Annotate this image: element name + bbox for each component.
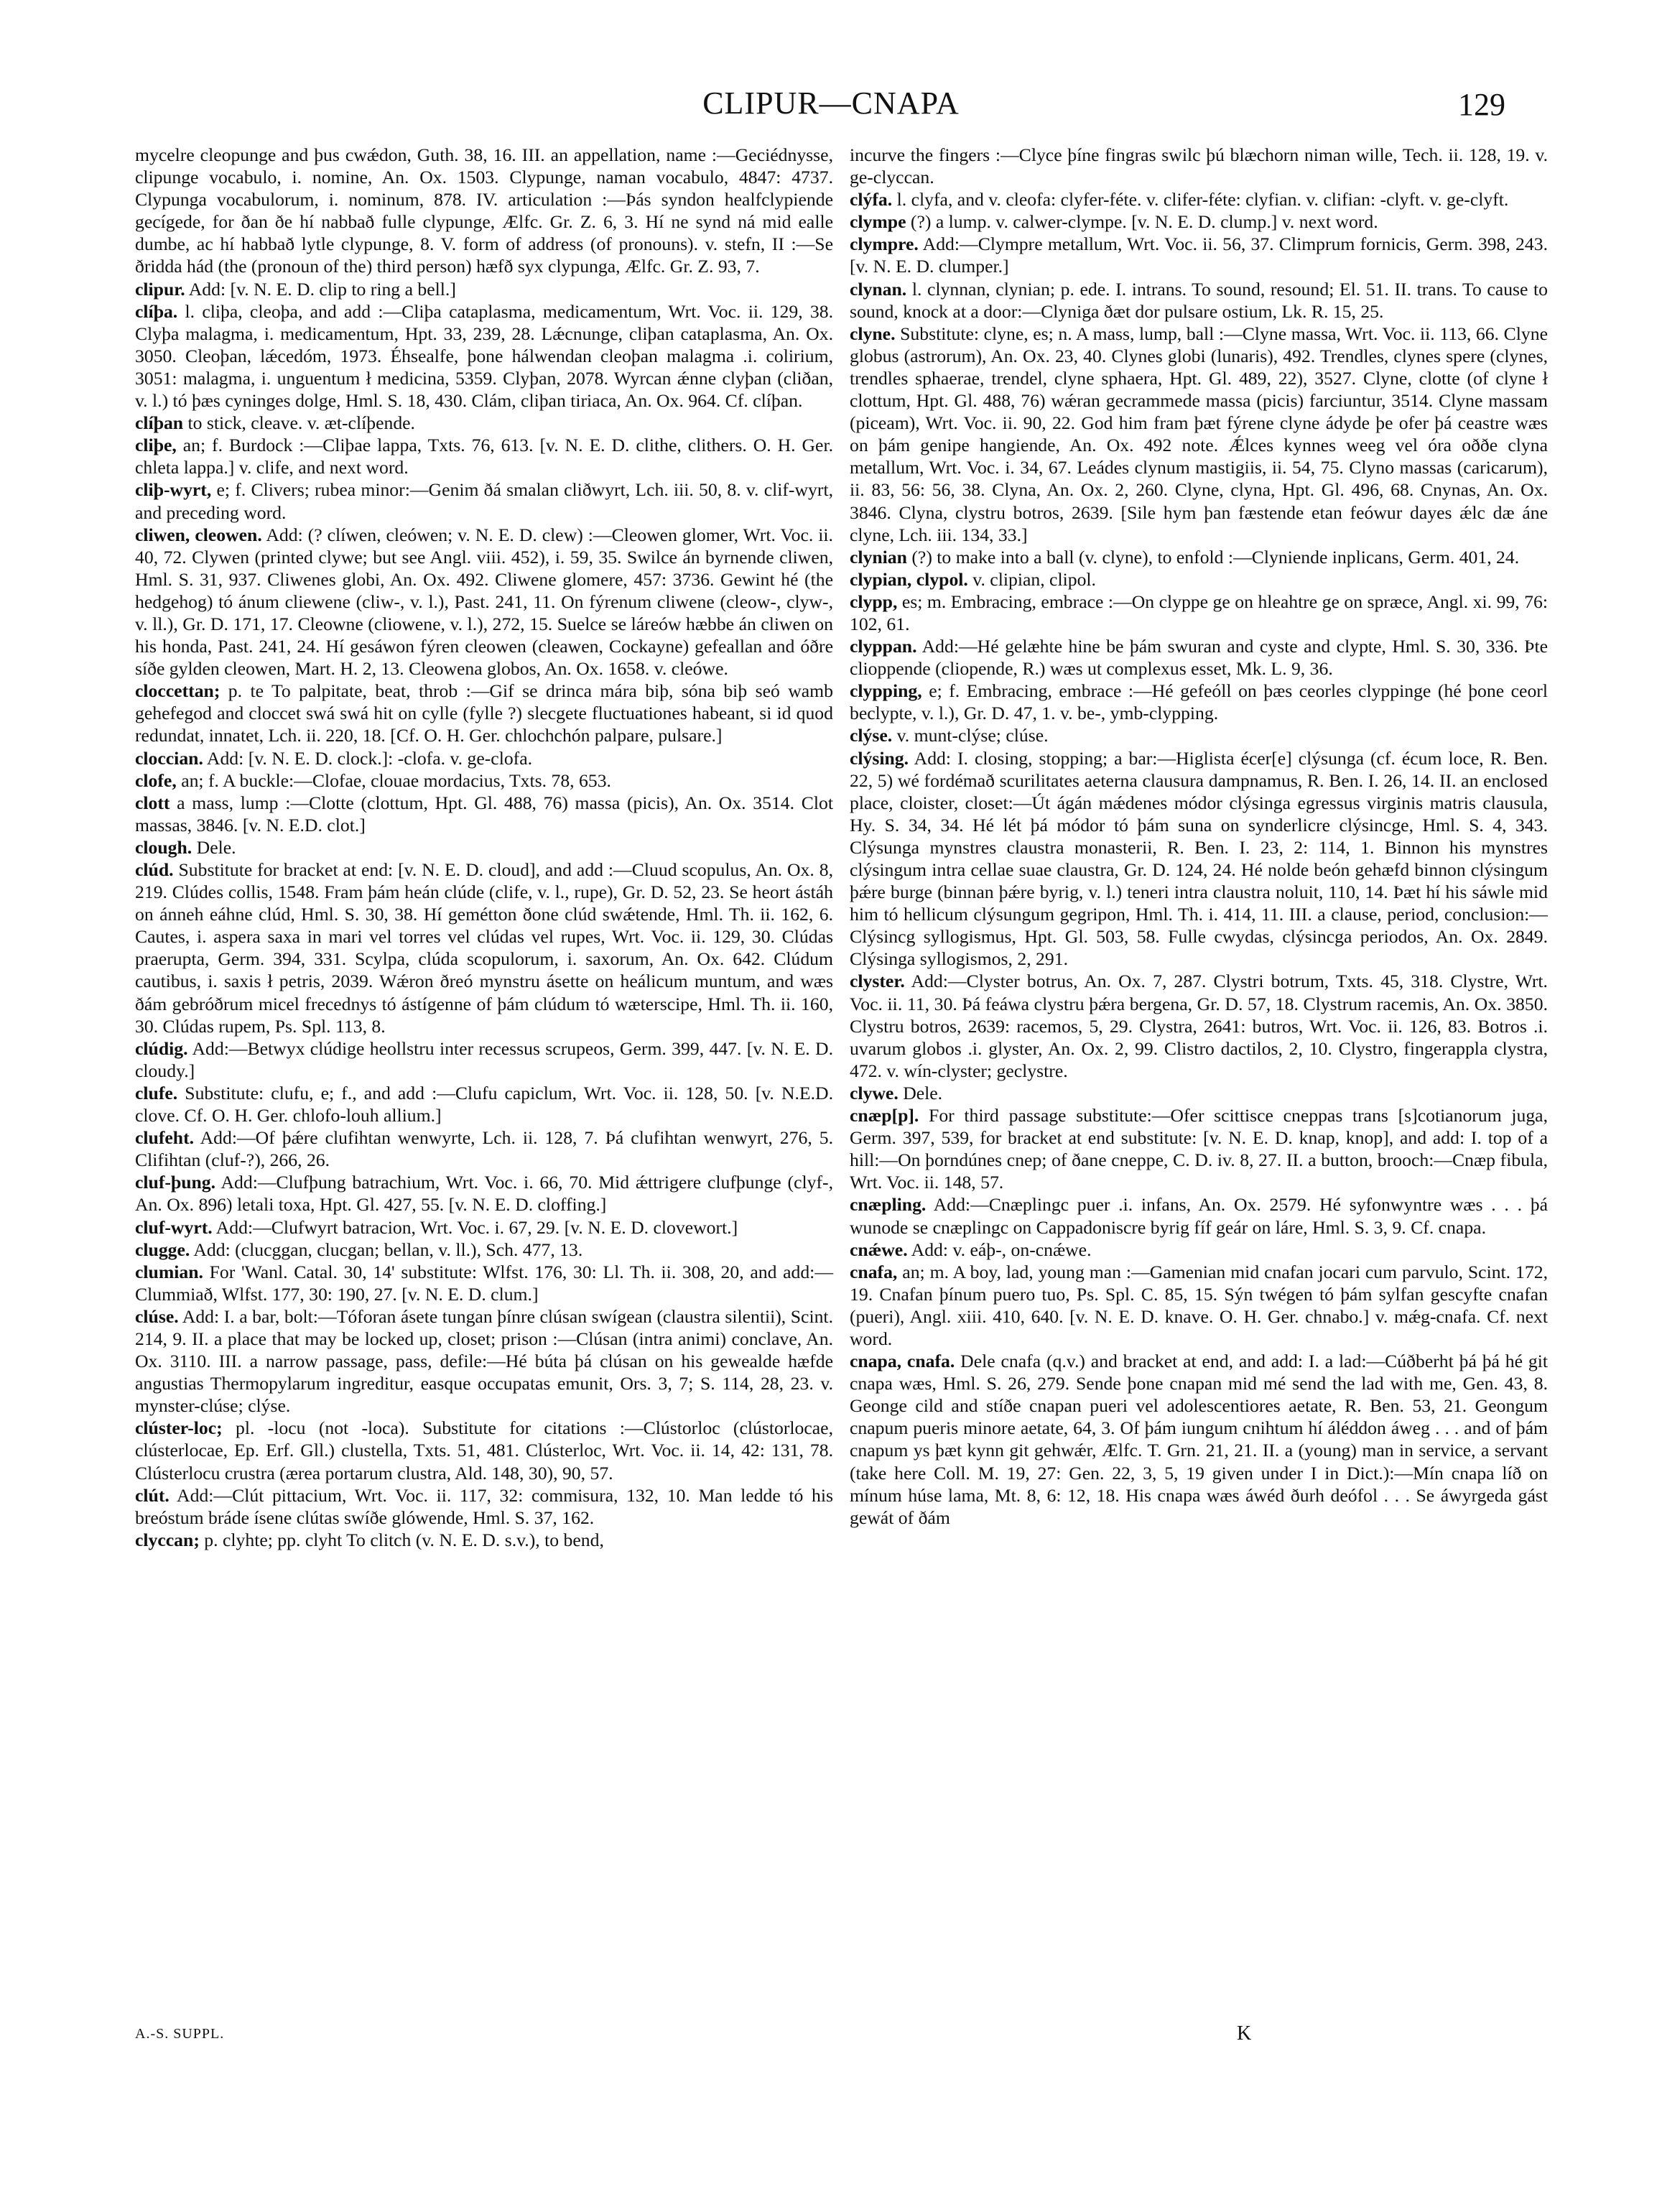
entry-text: l. clyfa, and v. cleofa: clyfer-féte. v. clifer-féte: clyfian. v. clifian: -clyft. v. ge-clyft. bbox=[896, 189, 1509, 210]
dictionary-entry bbox=[135, 1529, 833, 1551]
dictionary-entry bbox=[135, 792, 833, 836]
entry-text: l. cliþa, cleoþa, and add :—Cliþa cataplasma, medicamentum, Wrt. Voc. ii. 129, 38. Clyþa malagma, i. medicamentum, Hpt. 33, 239, 28. Lǽcnunge, cliþan cataplasma, An. Ox. 3050. Cleoþan, lǽcedóm, 1973. Éhsealfe, þone hálwendan cleoþan malagma .i. colirium, 3051: malagma, i. unguentum ł medicina, 5359. Clyþan, 2078. Wyrcan ǽnne clyþan (cliðan, v. l.) tó þæs cyninges dolge, Hml. S. 18, 430. Clám, cliþan tiriaca, An. Ox. 964. Cf. clíþan. bbox=[135, 300, 833, 412]
dictionary-entry bbox=[135, 1171, 833, 1216]
dictionary-entry bbox=[850, 1350, 1548, 1529]
entry-headword: clýse. bbox=[850, 725, 893, 746]
entry-headword: clofe, bbox=[135, 769, 177, 791]
entry-headword: clúdig. bbox=[135, 1037, 188, 1059]
entry-text: Add:—Of þǽre clufihtan wenwyrte, Lch. ii. 128, 7. Þá clufihtan wenwyrt, 276, 5. Clifihtan (cluf-?), 266, 26. bbox=[135, 1127, 833, 1171]
entry-text: incurve the fingers :—Clyce þíne fingras swilc þú blæchorn niman wille, Tech. ii. 128, 19. v. ge-clyccan. bbox=[850, 144, 1548, 188]
entry-headword: cluf-wyrt. bbox=[135, 1216, 213, 1238]
entry-text: an; m. A boy, lad, young man :—Gamenian mid cnafan jocari cum parvulo, Scint. 172, 19. Cnafan þínum puero tuo, Ps. Spl. C. 85, 15. Sýn twégen tó þám sylfan gescyfte cnafan (pueri), Angl. xiii. 410, 640. [v. N. E. D. knave. O. H. Ger. chnabo.] v. mǽg-cnafa. Cf. next word. bbox=[850, 1261, 1548, 1349]
entry-text: Add: (? clíwen, cleówen; v. N. E. D. clew) :—Cleowen glomer, Wrt. Voc. ii. 40, 72. Clywen (printed clywe; but see Angl. viii. 452), i. 59, 35. Swilce án byrnende cliwen, Hml. S. 31, 937. Cliwenes globi, An. Ox. 492. Cliwene glomere, 457: 3736. Gewint hé (the hedgehog) tó ánum cliewene (cliw-, v. l.), Past. 241, 11. On fýrenum cliwene (cleow-, clyw-, v. ll.), Gr. D. 171, 17. Cleowne (cliowene, v. l.), 272, 15. Suelce se láreów hæbbe án cliwen on his honda, Past. 241, 24. Hí gesáwon fýren cleowen (cleawen, Cockayne) gefeallan and óðre síðe gylden cleowen, Mart. H. 2, 13. Cleowena globos, An. Ox. 1658. v. cleówe. bbox=[135, 524, 833, 680]
entry-text: to stick, cleave. v. æt-clíþende. bbox=[187, 412, 415, 434]
dictionary-entry bbox=[135, 747, 833, 769]
dictionary-entry bbox=[135, 1261, 833, 1305]
entry-text: an; f. Burdock :—Cliþae lappa, Txts. 76, 613. [v. N. E. D. clithe, clithers. O. H. Ger. chleta lappa.] v. clife, and next word. bbox=[135, 435, 834, 478]
entry-headword: clipur. bbox=[135, 278, 185, 300]
dictionary-entry bbox=[135, 1126, 833, 1171]
entry-headword: clott bbox=[135, 792, 170, 813]
dictionary-entry bbox=[850, 568, 1548, 591]
entry-headword: cluf-þung. bbox=[135, 1172, 216, 1193]
entry-headword: clypian, clypol. bbox=[850, 568, 968, 590]
entry-text: a mass, lump :—Clotte (clottum, Hpt. Gl. 488, 76) massa (picis), An. Ox. 3514. Clot massas, 3846. [v. N. E.D. clot.] bbox=[135, 792, 833, 836]
dictionary-entry bbox=[135, 1239, 833, 1261]
dictionary-entry bbox=[850, 278, 1548, 323]
entry-text: For third passage substitute:—Ofer scittisce cneppas trans [s]cotianorum juga, Germ. 397, 539, for bracket at end substitute: [v. N. E. D. knap, knop], and add: I. top of a hill:—On þorndúnes cnep; of ðane cneppe, C. D. iv. 8, 27. II. a button, brooch:—Cnæp fibula, Wrt. Voc. ii. 148, 57. bbox=[850, 1105, 1549, 1193]
entry-text: p. te To palpitate, beat, throb :—Gif se drinca mára biþ, sóna biþ seó wamb gehefegod and cloccet swá swá hit on cylle (fylle ?) slecgete fluctuationes habeant, si id quod redundat, innatet, Lch. ii. 220, 18. [Cf. O. H. Ger. chlochchón palpare, pulsare.] bbox=[135, 680, 833, 746]
entry-text: es; m. Embracing, embrace :—On clyppe ge on hleahtre ge on spræce, Angl. xi. 99, 76: 102, 61. bbox=[850, 591, 1549, 634]
entry-text: Add:—Clufwyrt batracion, Wrt. Voc. i. 67, 29. [v. N. E. D. clovewort.] bbox=[215, 1216, 738, 1238]
entry-headword: cliwen, cleowen. bbox=[135, 524, 262, 545]
entry-headword: clufe. bbox=[135, 1082, 178, 1103]
entry-headword: clywe. bbox=[850, 1082, 899, 1103]
entry-text: Add:—Cnæplingc puer .i. infans, An. Ox. 2579. Hé syfonwyntre wæs . . . þá wunode se cnæplingc on Cappadoniscre byrig fíf geár on láre, Hml. S. 3, 9. Cf. cnapa. bbox=[850, 1194, 1548, 1238]
entry-headword: clypp, bbox=[850, 591, 898, 612]
entry-text: Substitute: clyne, es; n. A mass, lump, ball :—Clyne massa, Wrt. Voc. ii. 113, 66. Clyne globus (astrorum), An. Ox. 23, 40. Clynes globi (lunaris), 492. Trendles, clynes spere (clynes, trendles sphaerae, trendel, clyne sphaera, Hpt. Gl. 489, 22), 3527. Clyne, clotte (of clyne ł clottum, Hpt. Gl. 488, 76) wǽran gecrammede massa (picis) farciuntur, 3514. Clyne massam (piceam), Wrt. Voc. ii. 90, 22. God him fram þæt fýrene clyne ádyde þe ofer þá ceastre wæs on þám genipe hangiende, An. Ox. 492 note. Ǽlces kynnes weeg vel óra oððe clyna metallum, Wrt. Voc. i. 34, 67. Leádes clynum mastigiis, ii. 54, 75. Clyno massas (caricarum), ii. 83, 56: 56, 38. Clyna, An. Ox. 2, 260. Clyne, clyna, Hpt. Gl. 496, 68. Cnynas, An. Ox. 3846. Clyna, clystru botros, 2639. [Sile hym þan fæstende etan feówur dayes ǽlc dæ áne clyne, Lch. iii. 134, 33.] bbox=[850, 323, 1549, 545]
entry-text: l. clynnan, clynian; p. ede. I. intrans. To sound, resound; El. 51. II. trans. To cause to sound, knock at a door:—Clyniga ðæt dor pulsare ostium, Lk. R. 15, 25. bbox=[850, 278, 1549, 322]
entry-headword: clíþan bbox=[135, 412, 184, 434]
entry-headword: cnapa, cnafa. bbox=[850, 1351, 955, 1372]
entry-text: Add:—Clympre metallum, Wrt. Voc. ii. 56, 37. Climprum fornicis, Germ. 398, 243. [v. N. E. D. clumper.] bbox=[850, 233, 1548, 277]
footer-signature: A.-S. SUPPL. bbox=[135, 2026, 225, 2042]
entry-headword: cloccian. bbox=[135, 747, 203, 769]
entry-headword: clympre. bbox=[850, 233, 919, 255]
entry-headword: cnæp[p]. bbox=[850, 1105, 919, 1126]
dictionary-entry bbox=[850, 323, 1548, 546]
dictionary-entry bbox=[850, 144, 1548, 188]
entry-headword: clyne. bbox=[850, 323, 896, 344]
entry-headword: cnǽwe. bbox=[850, 1239, 908, 1260]
entry-text: Add: v. eáþ-, on-cnǽwe. bbox=[911, 1239, 1092, 1260]
page-number: 129 bbox=[1458, 87, 1505, 122]
entry-text: p. clyhte; pp. clyht To clitch (v. N. E. D. s.v.), to bend, bbox=[204, 1529, 604, 1550]
running-title: CLIPUR—CNAPA bbox=[702, 85, 960, 121]
entry-text: pl. -locu (not -loca). Substitute for citations :—Clústorloc (clústorlocae, clústerlocae, Ep. Erf. Gll.) clustella, Txts. 51, 481. Clústerloc, Wrt. Voc. ii. 14, 42: 131, 78. Clústerlocu crustra (ærea portarum clustra, Ald. 148, 30), 90, 57. bbox=[135, 1417, 833, 1484]
entry-text: Substitute for bracket at end: [v. N. E. D. cloud], and add :—Cluud scopulus, An. Ox. 8, 219. Clúdes collis, 1548. Fram þám heán clúde (clife, v. l., rupe), Gr. D. 52, 23. Se heort ástáh on ánneh eáhne clúd, Hml. S. 30, 38. Hí gemétton ðone clúd swǽtende, Hml. Th. ii. 162, 6. Cautes, i. aspera saxa in mari vel torres vel clúdas vel rupes, Wrt. Voc. ii. 129, 30. Clúdas praerupta, Germ. 394, 331. Scylpa, clúda scopulorum, i. saxorum, An. Ox. 642. Clúdum cautibus, i. saxis ł petris, 2039. Wǽron ðreó mynstru ásette on heálicum muntum, and wæs ðám gebróðrum micel frecednys tó ástígenne of þám clúdum tó wæterscipe, Hml. Th. ii. 160, 30. Clúdas rupem, Ps. Spl. 113, 8. bbox=[135, 859, 833, 1037]
entry-text: Add:—Clyster botrus, An. Ox. 7, 287. Clystri botrum, Txts. 45, 318. Clystre, Wrt. Voc. ii. 11, 30. Þá feáwa clystru þǽra bergena, Gr. D. 57, 18. Clystrum racemis, An. Ox. 3850. Clystru botros, 2639: racemos, 5, 29. Clystra, 2641: butros, Wrt. Voc. ii. 126, 83. Botros .i. uvarum globos .i. glyster, An. Ox. 2, 99. Clistro dactilos, 2, 10. Clystro, fingerappla clystra, 472. v. wín-clyster; geclystre. bbox=[850, 971, 1548, 1081]
entry-headword: clypping, bbox=[850, 680, 922, 702]
entry-text: For 'Wanl. Catal. 30, 14' substitute: Wlfst. 176, 30: Ll. Th. ii. 308, 20, and add:—Clummiað, Wlfst. 177, 30: 190, 27. [v. N. E. D. clum.] bbox=[135, 1261, 834, 1305]
entry-text: Add: I. a bar, bolt:—Tóforan ásete tungan þínre clúsan swígean (claustra silentii), Scint. 214, 9. II. a place that may be locked up, closet; prison :—Clúsan (intra animi) conclave, An. Ox. 3110. III. a narrow passage, pass, defile:—Hé búta þá clúsan on his gewealde hæfde angustias Thermopylarum ingreditur, easque occupatas emunit, Ors. 3, 7; S. 114, 28, 23. v. mynster-clúse; clýse. bbox=[135, 1305, 833, 1417]
entry-headword: clynian bbox=[850, 546, 907, 568]
entry-headword: clíþa. bbox=[135, 300, 178, 322]
running-head bbox=[0, 85, 1662, 128]
dictionary-entry bbox=[850, 210, 1548, 233]
dictionary-entry bbox=[135, 1417, 833, 1484]
left-column bbox=[135, 144, 833, 1551]
dictionary-entry bbox=[850, 747, 1548, 971]
entry-text: Substitute: clufu, e; f., and add :—Clufu capiclum, Wrt. Voc. ii. 128, 50. [v. N.E.D. clove. Cf. O. H. Ger. chlofo-louh allium.] bbox=[135, 1082, 833, 1126]
dictionary-entry bbox=[850, 233, 1548, 277]
entry-headword: cloccettan; bbox=[135, 680, 220, 702]
entry-headword: clýfa. bbox=[850, 189, 893, 210]
entry-headword: cnæpling. bbox=[850, 1194, 927, 1216]
footer-signature-letter: K bbox=[1237, 2022, 1252, 2045]
dictionary-entry bbox=[850, 724, 1548, 746]
dictionary-entry bbox=[850, 1193, 1548, 1238]
entry-text: e; f. Clivers; rubea minor:—Genim ðá smalan cliðwyrt, Lch. iii. 50, 8. v. clif-wyrt, and preceding word. bbox=[135, 479, 833, 523]
entry-text: (?) to make into a ball (v. clyne), to enfold :—Clyniende inplicans, Germ. 401, 24. bbox=[911, 546, 1520, 568]
dictionary-entry bbox=[850, 970, 1548, 1081]
dictionary-entry bbox=[135, 144, 833, 278]
entry-text: e; f. Embracing, embrace :—Hé gefeóll on þæs ceorles clyppinge (hé þone ceorl beclypte, v. l.), Gr. D. 47, 1. v. be-, ymb-clypping. bbox=[850, 680, 1548, 724]
entry-headword: clúse. bbox=[135, 1305, 179, 1327]
entry-text: Add:—Betwyx clúdige heollstru inter recessus scrupeos, Germ. 399, 447. [v. N. E. D. cloudy.] bbox=[135, 1037, 833, 1081]
dictionary-entry bbox=[850, 680, 1548, 724]
dictionary-entry bbox=[135, 478, 833, 523]
entry-headword: clough. bbox=[135, 836, 192, 858]
entry-text: Add:—Hé gelæhte hine be þám swuran and cyste and clypte, Hml. S. 30, 336. Þte clioppende (cliopende, R.) wæs ut complexus esset, Mk. L. 9, 36. bbox=[850, 636, 1548, 680]
dictionary-entry bbox=[135, 524, 833, 680]
dictionary-entry bbox=[135, 1484, 833, 1529]
entry-text: Add: I. closing, stopping; a bar:—Higlista écer[e] clýsunga (cf. écum loce, R. Ben. 22, 5) wé fordémað scurilitates aeterna clausura dampnamus, R. Ben. I. 26, 14. II. an enclosed place, cloister, closet:—Út ágán mǽdenes módor clýsinga egressus virginis matris clausula, Hy. S. 34, 34. Hé lét þá módor tó þám suna on synderlicre clýsincge, Hml. S. 4, 343. Clýsunga mynstres claustra monasterii, R. Ben. I. 23, 2: 114, 1. Binnon his mynstres clýsingum intra cellae suae claustra, Gr. D. 124, 24. Hé nolde beón gehæfd binnon clýsingum þǽre burge (binnan þǽre byrig, v. l.) teneri intra claustra noluit, 110, 14. Þæt hí his sáwle mid him tó hellicum clýsungum gegripon, Hml. Th. i. 414, 11. III. a clause, period, conclusion:—Clýsincg syllogismus, Hpt. Gl. 503, 58. Fulle cwydas, clýsincga periodos, An. Ox. 2849. Clýsinga syllogismos, 2, 291. bbox=[850, 747, 1548, 970]
dictionary-entry bbox=[135, 300, 833, 412]
entry-headword: clugge. bbox=[135, 1239, 190, 1260]
entry-text: v. munt-clýse; clúse. bbox=[896, 725, 1049, 746]
entry-headword: cnafa, bbox=[850, 1261, 898, 1282]
entry-headword: clúd. bbox=[135, 859, 174, 880]
dictionary-entry bbox=[135, 859, 833, 1037]
dictionary-entry bbox=[135, 769, 833, 792]
entry-text: Add:—Clufþung batrachium, Wrt. Voc. i. 66, 70. Mid ǽttrigere clufþunge (clyf-, An. Ox. 896) letali toxa, Hpt. Gl. 427, 55. [v. N. E. D. cloffing.] bbox=[135, 1172, 833, 1216]
entry-text: Dele. bbox=[903, 1082, 943, 1103]
right-column bbox=[850, 144, 1548, 1529]
dictionary-entry bbox=[135, 1216, 833, 1239]
dictionary-entry bbox=[135, 278, 833, 300]
entry-headword: clympe bbox=[850, 211, 906, 233]
entry-headword: clút. bbox=[135, 1484, 170, 1506]
dictionary-entry bbox=[850, 1104, 1548, 1193]
entry-headword: clýsing. bbox=[850, 747, 909, 769]
entry-headword: clyccan; bbox=[135, 1529, 200, 1550]
dictionary-entry bbox=[135, 412, 833, 434]
entry-text: (?) a lump. v. calwer-clympe. [v. N. E. D. clump.] v. next word. bbox=[910, 211, 1378, 233]
entry-text: Add:—Clút pittacium, Wrt. Voc. ii. 117, 32: commisura, 132, 10. Man ledde tó his breóstum bráde ísene clútas swíðe glówende, Hml. S. 37, 162. bbox=[135, 1484, 833, 1528]
entry-headword: cliþ-wyrt, bbox=[135, 479, 212, 501]
dictionary-entry bbox=[850, 1261, 1548, 1350]
dictionary-entry bbox=[135, 1082, 833, 1126]
entry-text: Dele cnafa (q.v.) and bracket at end, and add: I. a lad:—Cúðberht þá þá hé git cnapa wæs, Hml. S. 26, 279. Sende þone cnapan mid mé send the lad with me, Gen. 43, 8. Geonge cild and stíðe cnapan pueri vel adolescentiores aetate, R. Ben. 53, 21. Geongum cnapum pueris minore aetate, 64, 3. Of þám iungum cnihtum hí áléddon áweg . . . and of þám cnapum ys þæt kynn git gehwǽr, Ælfc. T. Grn. 21, 21. II. a (young) man in service, a servant (take here Coll. M. 19, 27: Gen. 22, 3, 5, 19 given under I in Dict.):—Mín cnapa líð on mínum húse lama, Mt. 8, 6: 12, 18. His cnapa wæs áwéd ðurh deófol . . . Se áwyrgeda gást gewát of ðám bbox=[850, 1351, 1549, 1528]
entry-headword: clyster. bbox=[850, 971, 905, 992]
entry-text: v. clipian, clipol. bbox=[972, 568, 1096, 590]
dictionary-entry bbox=[850, 188, 1548, 210]
entry-headword: clynan. bbox=[850, 278, 907, 300]
entry-headword: cliþe, bbox=[135, 435, 177, 456]
dictionary-entry bbox=[135, 680, 833, 746]
dictionary-entry bbox=[850, 546, 1548, 568]
dictionary-entry bbox=[850, 591, 1548, 635]
entry-headword: clufeht. bbox=[135, 1127, 195, 1149]
entry-headword: clumian. bbox=[135, 1261, 203, 1282]
dictionary-entry bbox=[850, 635, 1548, 680]
entry-text: Dele. bbox=[196, 836, 236, 858]
dictionary-entry bbox=[850, 1082, 1548, 1104]
dictionary-entry bbox=[135, 1305, 833, 1417]
entry-headword: clúster-loc; bbox=[135, 1417, 223, 1439]
entry-text: Add: [v. N. E. D. clip to ring a bell.] bbox=[188, 278, 456, 300]
dictionary-entry bbox=[850, 1239, 1548, 1261]
entry-text: Add: [v. N. E. D. clock.]: -clofa. v. ge-clofa. bbox=[206, 747, 533, 769]
dictionary-entry bbox=[135, 836, 833, 859]
entry-text: Add: (clucggan, clucgan; bellan, v. ll.), Sch. 477, 13. bbox=[193, 1239, 583, 1260]
entry-text: an; f. A buckle:—Clofae, clouae mordacius, Txts. 78, 653. bbox=[181, 769, 611, 791]
dictionary-entry bbox=[135, 434, 833, 478]
entry-headword: clyppan. bbox=[850, 636, 917, 657]
dictionary-entry bbox=[135, 1037, 833, 1082]
entry-text: mycelre cleopunge and þus cwǽdon, Guth. 38, 16. III. an appellation, name :—Geciédnysse, clipunge vocabulo, i. nomine, An. Ox. 1503. Clypunge, naman vocabulo, 4847: 4737. Clypunga vocabulorum, i. nominum, 878. IV. articulation :—Þás syndon healfclypiende gecígede, for ðan ðe hí nabbað fulle clypunge, Ælfc. Gr. Z. 6, 3. Hí ne synd ná mid ealle dumbe, ac hí habbað lytle clypunge, 8. V. form of address (of pronouns). v. stefn, II :—Se ðridda hád (the (pronoun of the) third person) hæfð syx clypunga, Ælfc. Gr. Z. 93, 7. bbox=[135, 144, 833, 277]
